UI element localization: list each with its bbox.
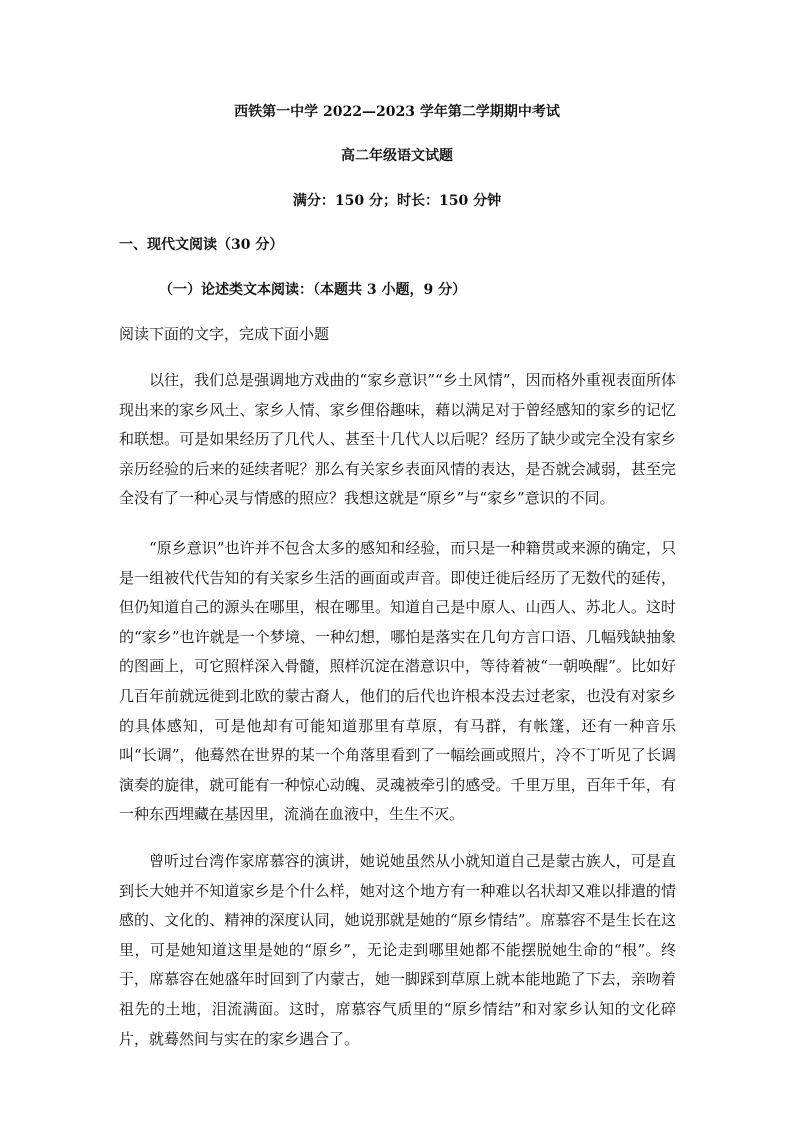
- section-heading: 一、现代文阅读（30 分）: [119, 237, 284, 253]
- section-subheading: （一）论述类文本阅读：（本题共 3 小题，9 分）: [159, 282, 467, 298]
- exam-meta: 满分：150 分；时长：150 分钟: [292, 193, 502, 209]
- reading-instruction: 阅读下面的文字，完成下面小题: [119, 325, 330, 343]
- exam-title: 西铁第一中学 2022—2023 学年第二学期期中考试: [234, 104, 560, 120]
- passage-paragraph-3: 曾听过台湾作家席慕容的演讲，她说她虽然从小就知道自己是蒙古族人，可是直到长大她并不知道家乡是个什么样，她对这个地方有一种难以名状却又难以排遣的情感的、文化的、精神的深度认同，她说那就是她的“原乡情结”。席慕容不是生长在这里，可是她知道这里是她的“原乡”，无论走到哪里她都不能摆脱她生命的“根”。终于，席慕容在她盛年时回到了内蒙古，她一脚踩到草原上就本能地跪了下去，亲吻着祖先的土地，泪流满面。这时，席慕容气质里的“原乡情结”和对家乡认知的文化碎片，就蓦然间与实在的家乡遇合了。: [119, 852, 676, 1048]
- passage-paragraph-2: “原乡意识”也许并不包含太多的感知和经验，而只是一种籍贯或来源的确定，只是一组被代代告知的有关家乡生活的画面或声音。即使迁徙后经历了无数代的延传，但仍知道自己的源头在哪里，根在哪里。知道自己是中原人、山西人、苏北人。这时的“家乡”也许就是一个梦境、一种幻想，哪怕是落实在几句方言口语、几幅残缺抽象的图画上，可它照样深入骨髓，照样沉淀在潜意识中，等待着被“一朝唤醒”。比如好几百年前就远徙到北欧的蒙古裔人，他们的后代也许根本没去过老家，也没有对家乡的具体感知，可是他却有可能知道那里有草原，有马群，有帐篷，还有一种音乐叫“长调”，他蓦然在世界的某一个角落里看到了一幅绘画或照片，冷不丁听见了长调演奏的旋律，就可能有一种惊心动魄、灵魂被牵引的感受。千里万里，百年千年，有一种东西埋藏在基因里，流淌在血液中，生生不灭。: [119, 539, 676, 824]
- passage-paragraph-1: 以往，我们总是强调地方戏曲的“家乡意识”“乡土风情”，因而格外重视表面所体现出来的家乡风土、家乡人情、家乡俚俗趣味，藉以满足对于曾经感知的家乡的记忆和联想。可是如果经历了几代人、甚至十几代人以后呢？经历了缺少或完全没有家乡亲历经验的后来的延续者呢？那么有关家乡表面风情的表达，是否就会减弱，甚至完全没有了一种心灵与情感的照应？我想这就是“原乡”与“家乡”意识的不同。: [119, 371, 676, 508]
- exam-subtitle: 高二年级语文试题: [341, 148, 453, 164]
